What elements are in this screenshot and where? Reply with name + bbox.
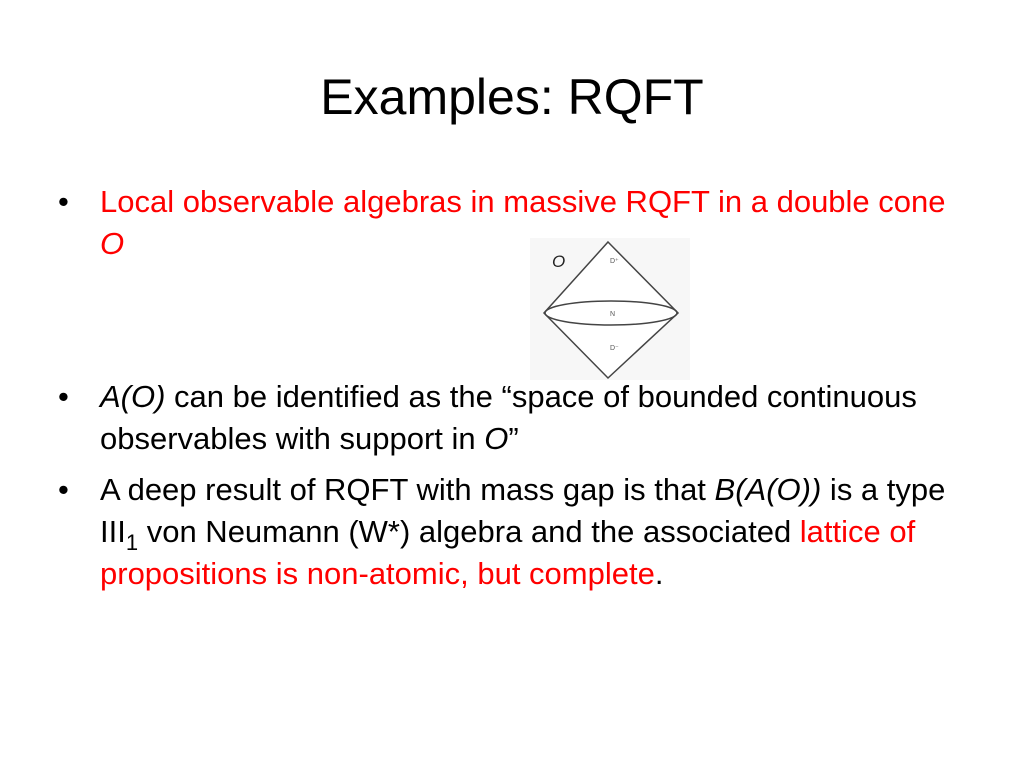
bullet-1-italic-o: O <box>100 226 125 261</box>
bullet-3-italic-bao: B(A(O)) <box>714 472 822 507</box>
slide-title: Examples: RQFT <box>320 69 704 125</box>
bullet-marker: • <box>58 379 69 414</box>
bullet-3-text-d: . <box>654 556 664 591</box>
bullet-3-red-text: lattice of propositions is non-atomic, but complete <box>100 514 916 591</box>
bullet-3-text-c: von Neumann (W*) algebra and the associated <box>138 514 800 549</box>
bullet-marker: • <box>58 472 69 507</box>
figure-label-n: N <box>610 311 616 318</box>
bullet-marker: • <box>58 184 69 219</box>
bullet-2-text <box>100 376 958 460</box>
bullet-3-text <box>100 469 958 595</box>
bullet-2-text-a: can be identified as the “space of bounded continuous observables with support in <box>100 379 917 456</box>
bullet-3-subscript: 1 <box>125 530 139 555</box>
bullet-3-text-a: A deep result of RQFT with mass gap is that <box>100 472 715 507</box>
bullet-2 <box>58 376 958 460</box>
bullet-3 <box>58 469 958 595</box>
bullet-1 <box>58 181 958 265</box>
double-cone-diagram <box>530 238 690 380</box>
bullet-2-text-b: ” <box>508 421 519 456</box>
bullet-2-italic-ao: A(O) <box>100 379 166 414</box>
bullet-3-text-b: is a type III <box>100 472 946 549</box>
figure-label-d-plus: D⁺ <box>610 258 619 265</box>
figure-label-d-minus: D⁻ <box>610 345 619 352</box>
bullet-2-italic-o: O <box>484 421 509 456</box>
bullet-1-text <box>100 181 958 265</box>
bullet-1-red-text: Local observable algebras in massive RQFT in a double cone <box>100 184 946 219</box>
double-cone-svg <box>530 238 690 380</box>
figure-label-o: O <box>552 252 566 271</box>
